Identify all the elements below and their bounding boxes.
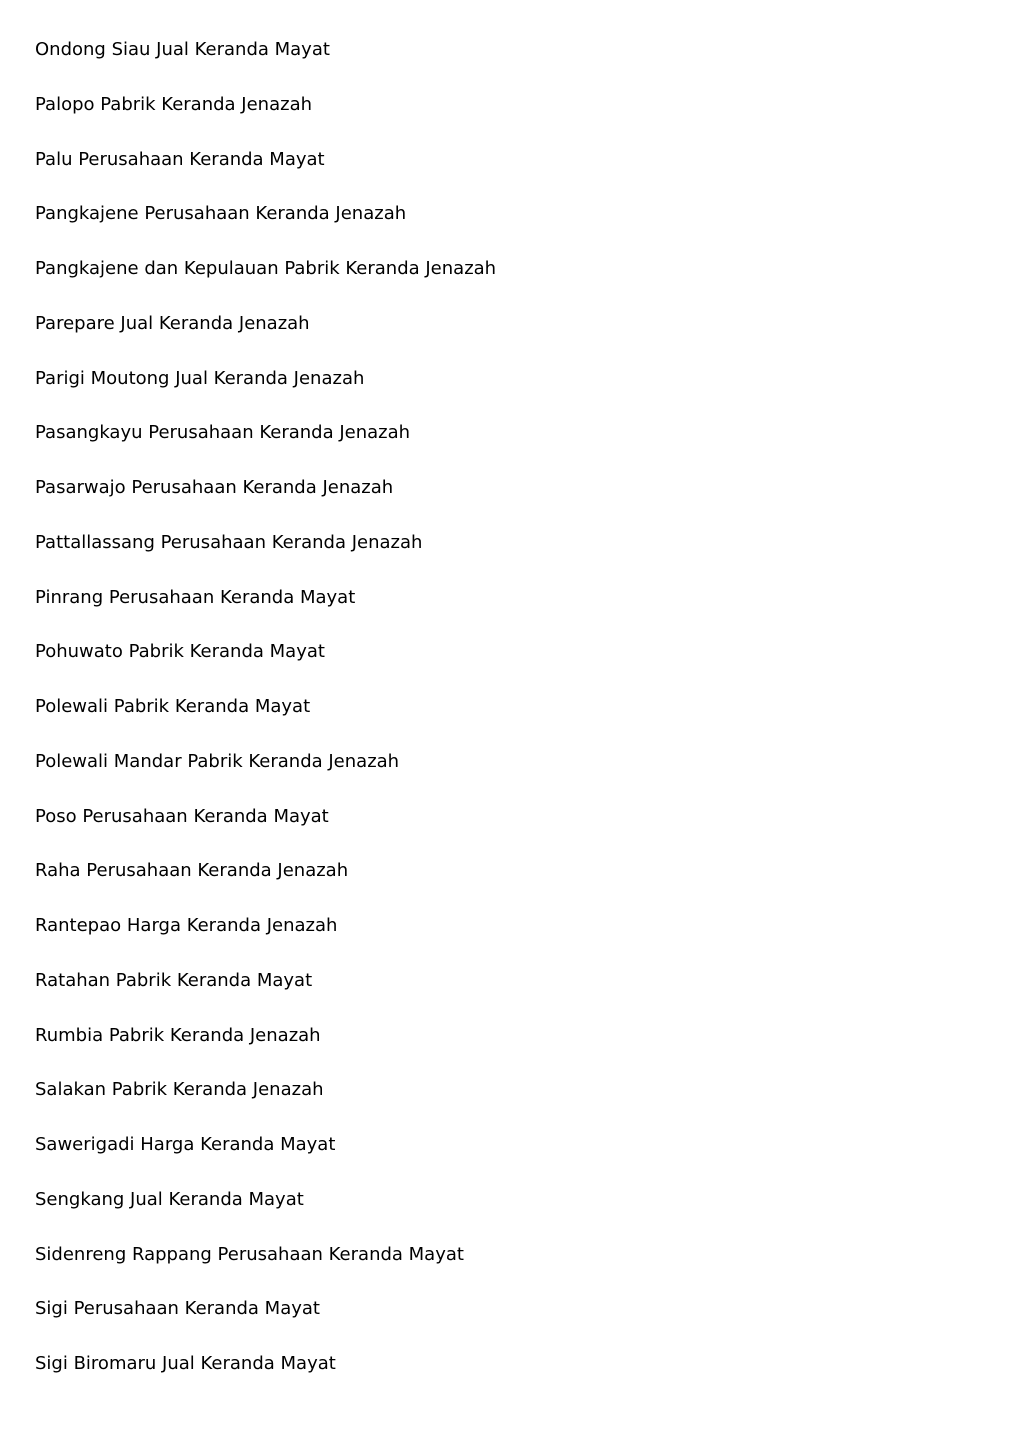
list-item: Raha Perusahaan Keranda Jenazah <box>35 860 349 882</box>
list-item: Pasarwajo Perusahaan Keranda Jenazah <box>35 477 394 498</box>
list-item: Palu Perusahaan Keranda Mayat <box>35 148 325 170</box>
list-item: Parigi Moutong Jual Keranda Jenazah <box>35 367 365 389</box>
list-item: Rantepao Harga Keranda Jenazah <box>35 915 338 936</box>
list-item: Parepare Jual Keranda Jenazah <box>35 312 310 334</box>
list-item: Ondong Siau Jual Keranda Mayat <box>35 39 330 60</box>
list-item: Sigi Biromaru Jual Keranda Mayat <box>35 1353 336 1374</box>
list-item: Pangkajene dan Kepulauan Pabrik Keranda Jenazah <box>35 258 497 279</box>
list-item: Rumbia Pabrik Keranda Jenazah <box>35 1024 321 1046</box>
list-item: Pohuwato Pabrik Keranda Mayat <box>35 641 325 663</box>
list-item: Sigi Perusahaan Keranda Mayat <box>35 1298 320 1320</box>
list-item: Sidenreng Rappang Perusahaan Keranda Mayat <box>35 1243 464 1265</box>
list-item: Poso Perusahaan Keranda Mayat <box>35 805 329 827</box>
list-item: Polewali Mandar Pabrik Keranda Jenazah <box>35 750 400 772</box>
list-item: Salakan Pabrik Keranda Jenazah <box>35 1079 324 1101</box>
list-item: Palopo Pabrik Keranda Jenazah <box>35 93 313 115</box>
list-item: Sawerigadi Harga Keranda Mayat <box>35 1134 336 1155</box>
list-item: Pinrang Perusahaan Keranda Mayat <box>35 586 356 608</box>
entry-list <box>35 36 935 1405</box>
list-item: Ratahan Pabrik Keranda Mayat <box>35 969 313 991</box>
list-item: Pangkajene Perusahaan Keranda Jenazah <box>35 203 407 225</box>
list-item: Pattallassang Perusahaan Keranda Jenazah <box>35 531 423 553</box>
list-item: Polewali Pabrik Keranda Mayat <box>35 696 311 717</box>
list-item: Pasangkayu Perusahaan Keranda Jenazah <box>35 422 411 444</box>
list-item: Sengkang Jual Keranda Mayat <box>35 1188 304 1210</box>
